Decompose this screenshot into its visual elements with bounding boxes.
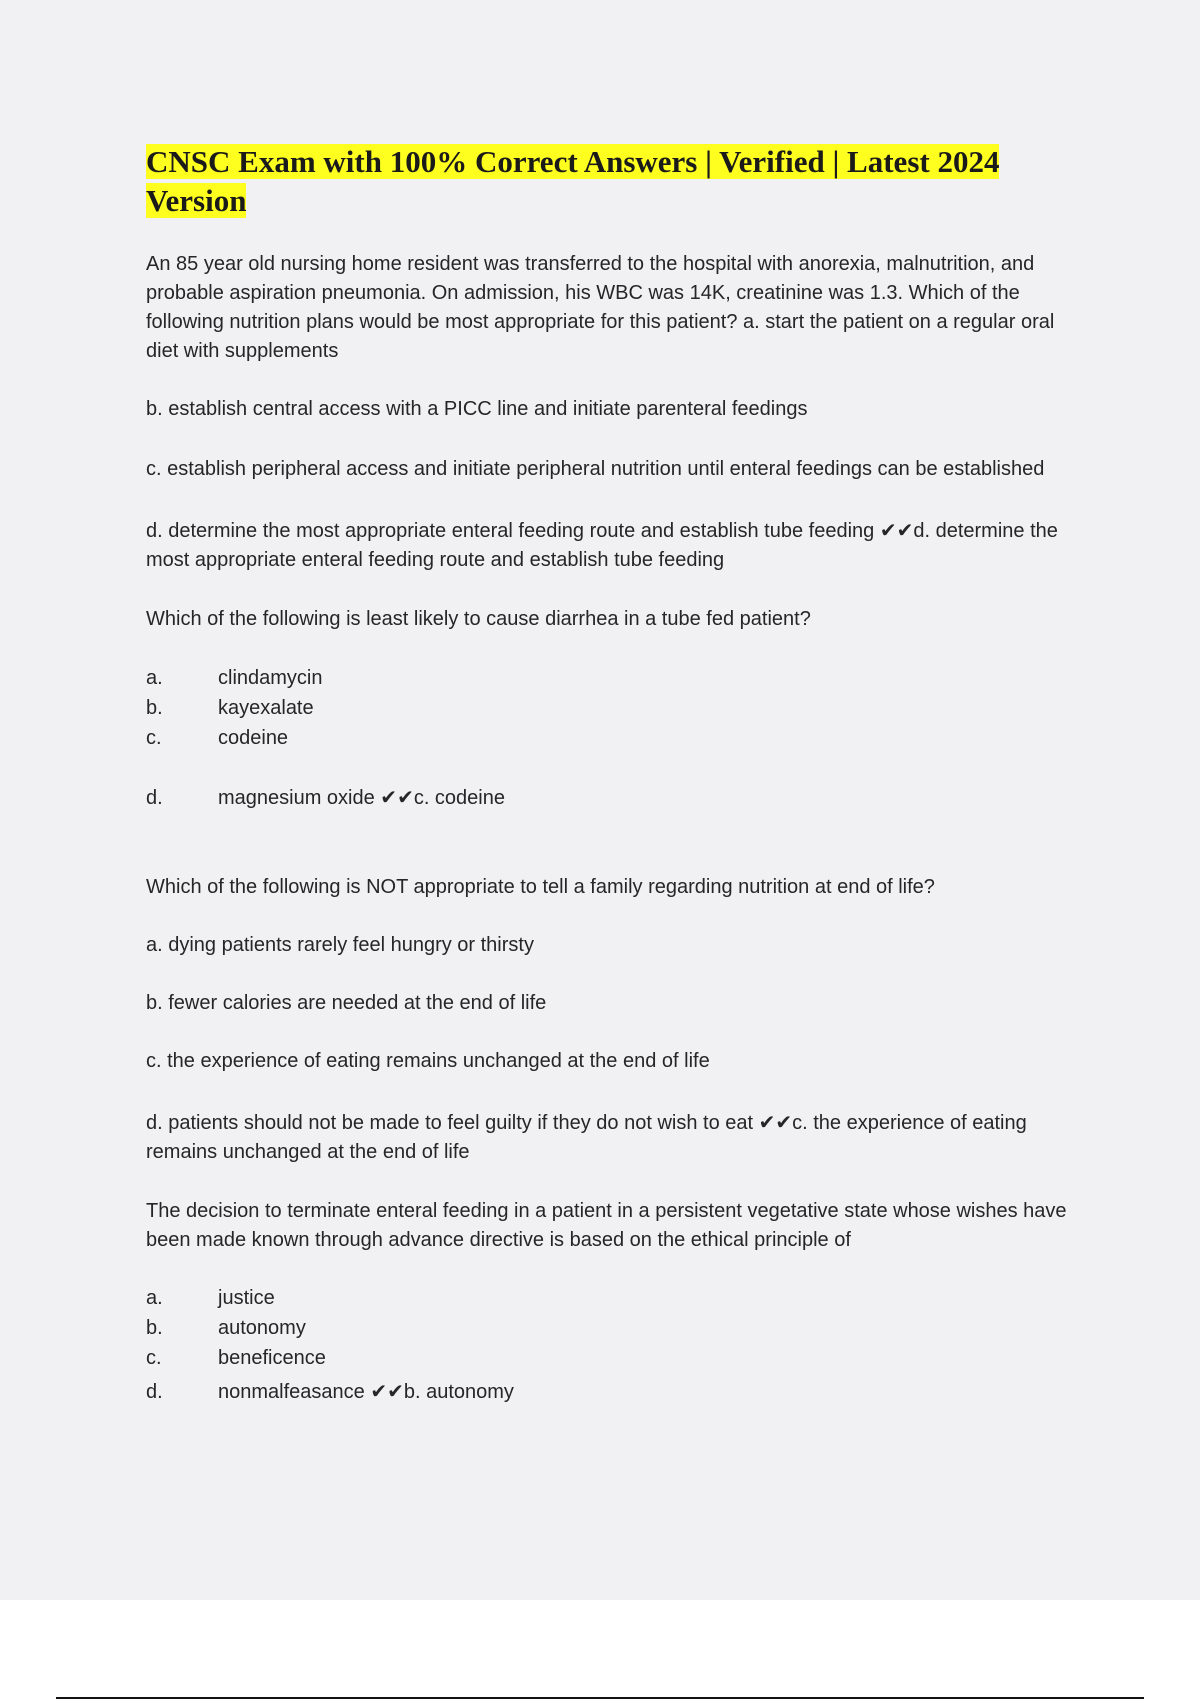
q3-option-b: b. fewer calories are needed at the end of life [146, 992, 547, 1014]
q2-stem: Which of the following is least likely to cause diarrhea in a tube fed patient? [146, 608, 811, 630]
list-item [146, 1313, 1076, 1343]
q4-options [146, 1283, 1076, 1407]
q3-option-c: c. the experience of eating remains unchanged at the end of life [146, 1050, 710, 1072]
q3-stem: Which of the following is NOT appropriate to tell a family regarding nutrition at end of life? [146, 876, 935, 898]
option-letter: d. [146, 787, 163, 809]
q1-stem: An 85 year old nursing home resident was transferred to the hospital with anorexia, malnutrition, and probable aspiration pneumonia. On admission, his WBC was 14K, creatinine was 1.3. Which of the following nutrition plans would be most appropriate for this patient? a. start the patient on a regular oral diet with supplements [146, 253, 1055, 362]
q3-option-a: a. dying patients rarely feel hungry or thirsty [146, 934, 534, 956]
option-text: kayexalate [218, 697, 314, 719]
option-text: codeine [218, 727, 289, 749]
document-title [146, 142, 1076, 220]
document-content [146, 142, 1076, 1407]
q2-options [146, 663, 1076, 813]
option-letter: b. [146, 1317, 163, 1339]
list-item [146, 723, 1076, 753]
list-item [146, 1343, 1076, 1373]
list-item [146, 783, 1076, 813]
list-item [146, 1283, 1076, 1313]
option-letter: a. [146, 1287, 163, 1309]
option-text: autonomy [218, 1317, 306, 1339]
option-letter: c. [146, 727, 162, 749]
q4-stem: The decision to terminate enteral feeding in a patient in a persistent vegetative state whose wishes have been made known through advance directive is based on the ethical principle of [146, 1200, 1067, 1251]
q1-option-d: d. determine the most appropriate enteral feeding route and establish tube feeding ✔✔d. determine the most appropriate enteral feeding route and establish tube feeding [146, 520, 1058, 571]
option-text: clindamycin [218, 667, 323, 689]
q1-option-b: b. establish central access with a PICC line and initiate parenteral feedings [146, 398, 808, 420]
option-letter: d. [146, 1381, 163, 1403]
option-text: beneficence [218, 1347, 326, 1369]
option-letter: b. [146, 697, 163, 719]
title-highlight: CNSC Exam with 100% Correct Answers | Verified | Latest 2024 Version [146, 144, 1000, 218]
option-text: justice [218, 1287, 275, 1309]
option-letter: a. [146, 667, 163, 689]
list-item [146, 693, 1076, 723]
option-text: magnesium oxide ✔✔c. codeine [218, 787, 505, 809]
list-item [146, 663, 1076, 693]
option-text: nonmalfeasance ✔✔b. autonomy [218, 1381, 514, 1403]
q3-option-d: d. patients should not be made to feel guilty if they do not wish to eat ✔✔c. the experience of eating remains unchanged at the end of life [146, 1112, 1027, 1163]
q1-option-c: c. establish peripheral access and initiate peripheral nutrition until enteral feedings can be established [146, 458, 1045, 480]
option-letter: c. [146, 1347, 162, 1369]
list-item [146, 1377, 1076, 1407]
bottom-divider [56, 1697, 1144, 1699]
